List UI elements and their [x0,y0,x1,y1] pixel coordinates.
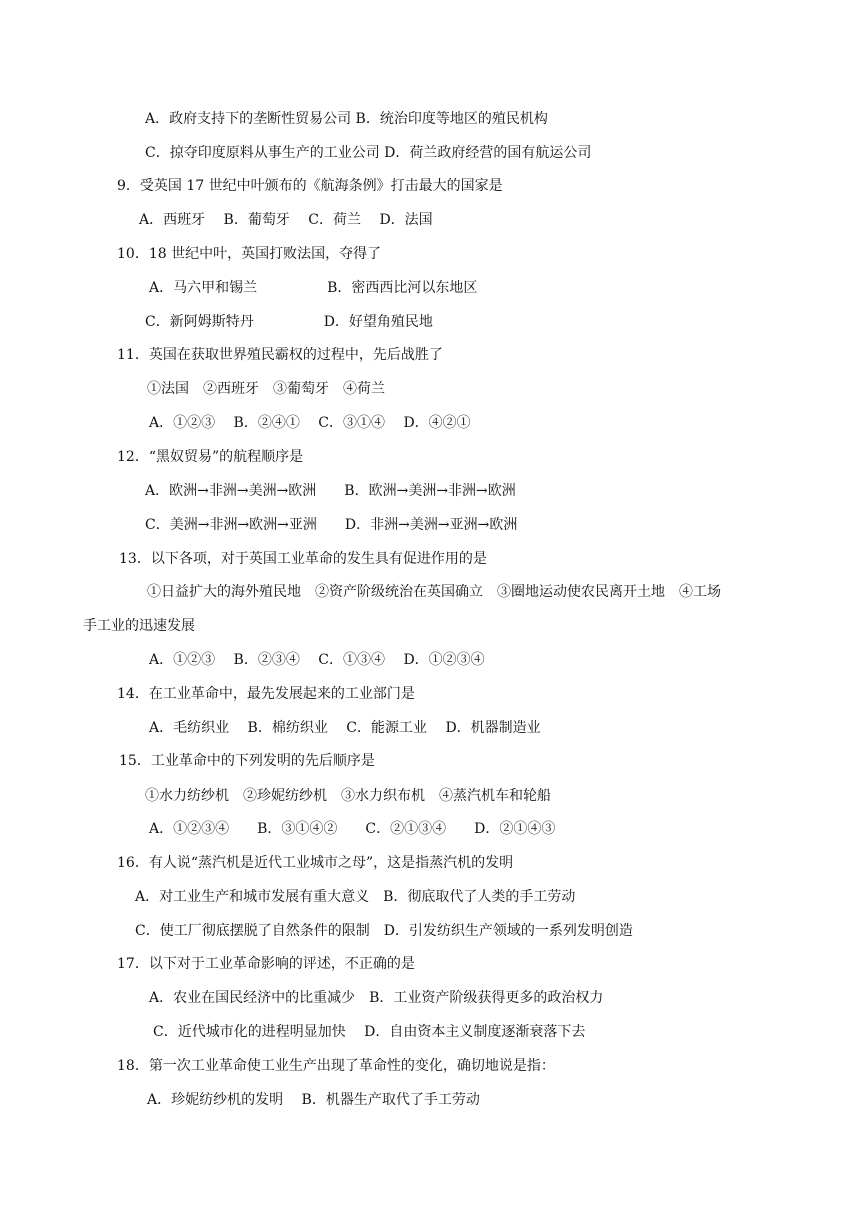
question-line: 12．“黑奴贸易”的航程顺序是 [117,449,304,465]
question-line: 15．工业革命中的下列发明的先后顺序是 [119,753,375,769]
question-line: 10．18 世纪中叶，英国打败法国，夺得了 [117,246,382,262]
option-line: C．掠夺印度原料从事生产的工业公司 D．荷兰政府经营的国有航运公司 [145,145,592,161]
option-line: A．对工业生产和城市发展有重大意义 B．彻底取代了人类的手工劳动 [135,889,576,905]
question-line: 13．以下各项，对于英国工业革命的发生具有促进作用的是 [119,551,487,567]
option-line: A．毛纺织业 B．棉纺织业 C．能源工业 D．机器制造业 [149,720,541,736]
option-line: A．马六甲和锡兰 B．密西西比河以东地区 [149,280,478,296]
question-line: 18．第一次工业革命使工业生产出现了革命性的变化，确切地说是指： [117,1058,555,1074]
option-line: A．西班牙 B．葡萄牙 C．荷兰 D．法国 [139,212,433,228]
option-line: A．珍妮纺纱机的发明 B．机器生产取代了手工劳动 [147,1092,480,1108]
question-line: 11．英国在获取世界殖民霸权的过程中，先后战胜了 [117,347,443,363]
option-line: A．①②③④ B．③①④② C．②①③④ D．②①④③ [149,821,556,837]
option-line: A．①②③ B．②④① C．③①④ D．④②① [149,415,471,431]
option-line: C．近代城市化的进程明显加快 D．自由资本主义制度逐渐衰落下去 [153,1024,586,1040]
question-line: 14．在工业革命中，最先发展起来的工业部门是 [117,686,415,702]
option-line: C．美洲→非洲→欧洲→亚洲 D．非洲→美洲→亚洲→欧洲 [145,517,518,533]
statement-line: ①日益扩大的海外殖民地 ②资产阶级统治在英国确立 ③圈地运动使农民离开土地 ④工场 [147,584,721,600]
option-line: A．农业在国民经济中的比重减少 B．工业资产阶级获得更多的政治权力 [149,990,604,1006]
statement-line: ①水力纺纱机 ②珍妮纺纱机 ③水力织布机 ④蒸汽机车和轮船 [145,788,551,804]
statement-line: ①法国 ②西班牙 ③葡萄牙 ④荷兰 [147,381,385,397]
option-line: A．①②③ B．②③④ C．①③④ D．①②③④ [149,652,485,668]
option-line: A．欧洲→非洲→美洲→欧洲 B．欧洲→美洲→非洲→欧洲 [145,483,516,499]
question-line: 17．以下对于工业革命影响的评述，不正确的是 [117,956,415,972]
statement-line: 手工业的迅速发展 [83,618,195,634]
option-line: C．新阿姆斯特丹 D．好望角殖民地 [145,314,433,330]
option-line: A．政府支持下的垄断性贸易公司 B．统治印度等地区的殖民机构 [145,111,548,127]
option-line: C．使工厂彻底摆脱了自然条件的限制 D．引发纺织生产领域的一系列发明创造 [135,923,633,939]
question-line: 9．受英国 17 世纪中叶颁布的《航海条例》打击最大的国家是 [117,178,503,194]
question-line: 16．有人说“蒸汽机是近代工业城市之母”，这是指蒸汽机的发明 [117,855,514,871]
